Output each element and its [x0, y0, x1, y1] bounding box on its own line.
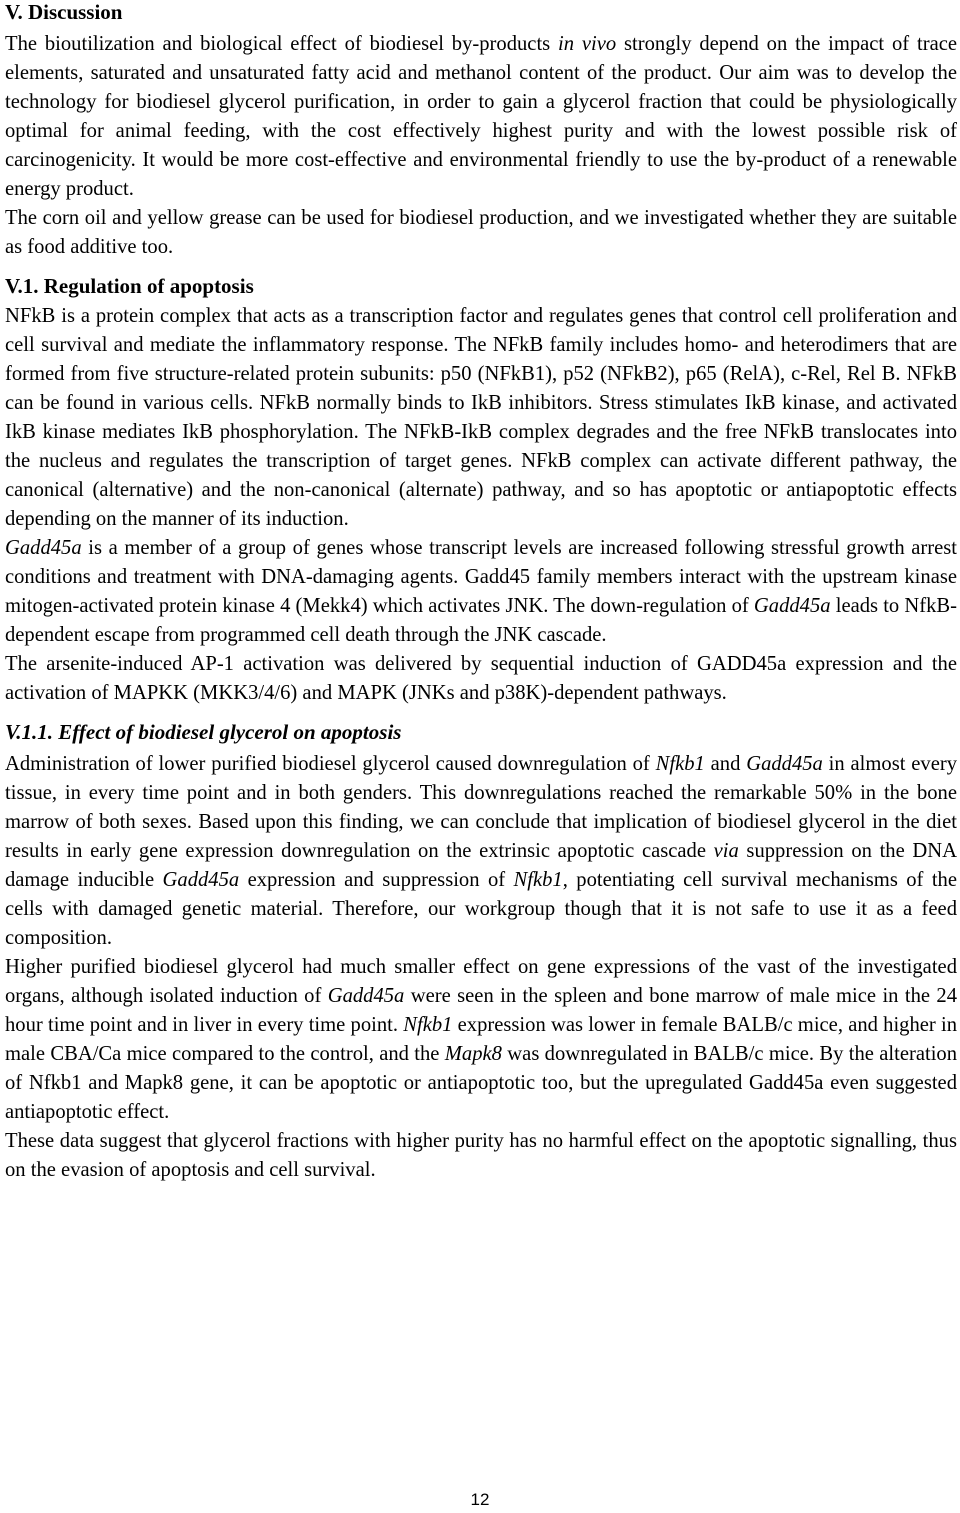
italic-term: Gadd45a: [753, 595, 831, 617]
italic-term: via: [713, 840, 739, 862]
section-heading: V. Discussion: [5, 0, 123, 24]
effect-paragraph-2: Higher purified biodiesel glycerol had much smaller effect on gene expressions of the vast of the investigated organs, although isolated induction of Gadd45a were seen in the spleen and bone marrow of male mice in the 24 hour time point and in liver in every time point. Nfkb1 expression was lower in female BALB/c mice, and higher in male CBA/Ca mice compared to the control, and the Mapk8 was downregulated in BALB/c mice. By the alteration of Nfkb1 and Mapk8 gene, it can be apoptotic or antiapoptotic too, but the upregulated Gadd45a even suggested antiapoptotic effect.: [5, 956, 958, 1123]
apoptosis-paragraph-3: The arsenite-induced AP-1 activation was delivered by sequential induction of GADD45a expression and the activation of MAPKK (MKK3/4/6) and MAPK (JNKs and p38K)-dependent pathways.: [5, 653, 957, 704]
italic-term: Gadd45a: [327, 985, 405, 1007]
italic-term: Nfkb1: [403, 1014, 453, 1036]
intro-paragraph-2: The corn oil and yellow grease can be used for biodiesel production, and we investigated whether they are suitable as food additive too.: [5, 207, 957, 258]
effect-paragraph-1: Administration of lower purified biodiesel glycerol caused downregulation of Nfkb1 and Gadd45a in almost every tissue, in every time point and in both genders. This downregulations reached the remarkable 50% in the bone marrow of both sexes. Based upon this finding, we can conclude that implication of biodiesel glycerol in the diet results in early gene expression downregulation on the extrinsic apoptotic cascade via suppression on the DNA damage inducible Gadd45a expression and suppression of Nfkb1, potentiating cell survival mechanisms of the cells with damaged genetic material. Therefore, our workgroup though that it is not safe to use it as a feed composition.: [5, 753, 957, 949]
apoptosis-paragraph-1: NFkB is a protein complex that acts as a transcription factor and regulates genes that control cell proliferation and cell survival and mediate the inflammatory response. The NFkB family includes homo- and heterodimers that are formed from five structure-related protein subunits: p50 (NFkB1), p52 (NFkB2), p65 (RelA), c-Rel, Rel B. NFkB can be found in various cells. NFkB normally binds to IkB inhibitors. Stress stimulates IkB kinase, and activated IkB kinase mediates IkB phosphorylation. The NFkB-IkB complex degrades and the free NFkB translocates into the nucleus and regulates the transcription of target genes. NFkB complex can activate different pathway, the canonical (alternative) and the non-canonical (alternate) pathway, and so has apoptotic or antiapoptotic effects depending on the manner of its induction.: [5, 305, 957, 530]
page-number: 12: [470, 1490, 490, 1509]
document-page: [5, 0, 957, 1185]
apoptosis-paragraph-2: Gadd45a is a member of a group of genes whose transcript levels are increased following stressful growth arrest conditions and treatment with DNA-damaging agents. Gadd45 family members interact with the upstream kinase mitogen-activated protein kinase 4 (Mekk4) which activates JNK. The down-regulation of Gadd45a leads to NfkB-dependent escape from programmed cell death through the JNK cascade.: [5, 537, 957, 646]
italic-term: Gadd45a: [162, 869, 240, 891]
italic-term: Nfkb1: [513, 869, 563, 891]
subsection-heading: V.1. Regulation of apoptosis: [5, 274, 254, 298]
italic-term: Gadd45a: [746, 753, 823, 775]
italic-term: Mapk8: [444, 1043, 502, 1065]
italic-term: Nfkb1: [655, 753, 705, 775]
subsubsection-heading: V.1.1. Effect of biodiesel glycerol on apoptosis: [5, 720, 402, 744]
italic-term: in vivo: [558, 33, 617, 55]
intro-paragraph: The bioutilization and biological effect of biodiesel by-products in vivo strongly depend on the impact of trace elements, saturated and unsaturated fatty acid and methanol content of the product. Our aim was to develop the technology for biodiesel glycerol purification, in order to gain a glycerol fraction that could be physiologically optimal for animal feeding, with the cost effectively highest purity and with the lowest possible risk of carcinogenicity. It would be more cost-effective and environmental friendly to use the by-product of a renewable energy product.: [5, 33, 957, 200]
italic-term: Gadd45a: [5, 537, 82, 559]
effect-paragraph-3: These data suggest that glycerol fractions with higher purity has no harmful effect on the apoptotic signalling, thus on the evasion of apoptosis and cell survival.: [5, 1130, 957, 1181]
